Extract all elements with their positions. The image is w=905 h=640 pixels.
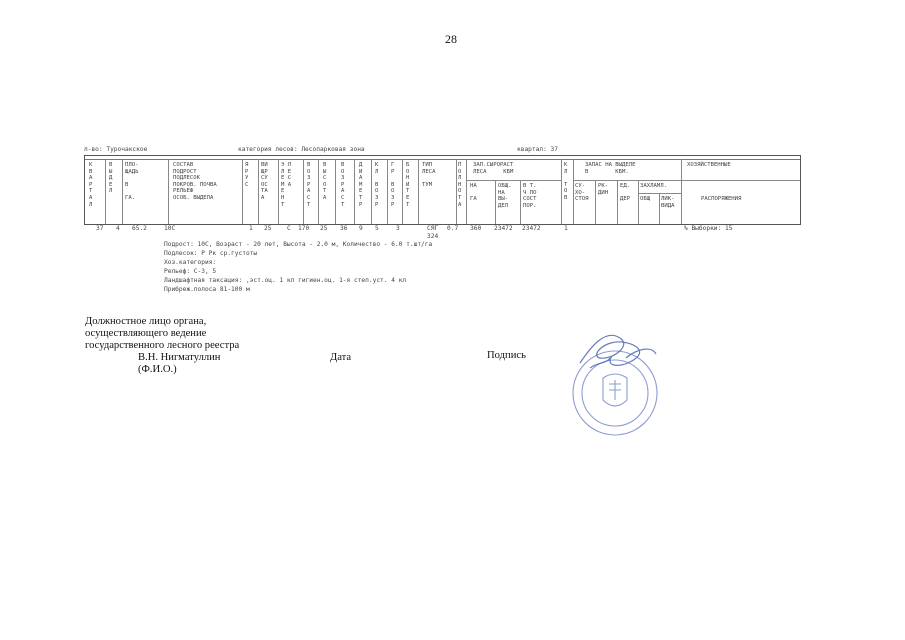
header-gr: Г Р В О З Р: [391, 162, 395, 208]
cell-zap-obsh: 23472: [494, 225, 513, 232]
header-age2: В О З Р А С Т: [341, 162, 345, 208]
header-hoz-bottom: РАСПОРЯЖЕНИЯ: [701, 196, 742, 202]
header-area: ПЛО- ЩАДЬ В ГА.: [125, 162, 139, 201]
detail-line: Ландшафтная таксация: ,эст.оц. 1 кл гигиен.оц. 1-я степ.уст. 4 кл: [164, 277, 407, 284]
header-kl: К Л В О З Р: [375, 162, 379, 208]
header-vydel: В Ы Д Е Л: [109, 162, 113, 195]
taxation-table-header: [84, 155, 801, 225]
header-zap-top: ЗАП.СЫРОРАСТ ЛЕСА КБМ: [473, 162, 514, 175]
cell-sostav: 10С: [164, 225, 176, 232]
detail-line: Подрост: 10С, Возраст - 20 лет, Высота - 2.0 м, Количество - 6.0 т.шт/га: [164, 241, 433, 248]
header-redin: РК- ДИН: [598, 183, 609, 196]
header-bonitet: Б О Н И Т Е Т: [406, 162, 410, 208]
cell-area: 65.2: [132, 225, 147, 232]
seal-stamp-icon: [560, 318, 670, 453]
cell-bonitet: 3: [396, 225, 400, 232]
header-yarus: Я Р У С: [245, 162, 249, 188]
detail-line: Прибреж.полоса 81-100 м: [164, 286, 250, 293]
header-polnota: П О Л Н О Т А: [458, 162, 462, 208]
header-kvartal: К В А Р Т А Л: [89, 162, 93, 208]
header-height-class: ВИ ЩР СУ ОС ТА А: [261, 162, 268, 201]
header-klt: К Л Т О В: [564, 162, 568, 201]
detail-line: Подлесок: Р Рк ср.густоты: [164, 250, 258, 257]
date-label: Дата: [330, 352, 352, 363]
cell-kvartal: 37: [96, 225, 104, 232]
header-vys: В Ы С О Т А: [323, 162, 327, 201]
cell-element: С: [287, 225, 291, 232]
cell-age: 170: [298, 225, 310, 232]
official-name: В.Н. Нигматуллин: [138, 352, 221, 363]
header-tip: ТИП ЛЕСА ТУМ: [422, 162, 436, 188]
official-line1: Должностное лицо органа,: [85, 316, 207, 327]
official-line3: государственного лесного реестра: [85, 340, 240, 351]
header-zahlaml-likv: ЛИК- ВИДА: [661, 196, 675, 209]
cell-klt: 1: [564, 225, 568, 232]
header-zap-ga: НА ГА: [470, 183, 477, 203]
cell-zap-sost: 23472: [522, 225, 541, 232]
page-number: 28: [445, 32, 457, 46]
header-zahlaml-obsh: ОБЩ: [640, 196, 651, 202]
cell-diam: 36: [340, 225, 348, 232]
cell-polnota: 0.7: [447, 225, 459, 232]
header-zap-obsh: ОБЩ. НА ВЫ- ДЕЛ: [498, 183, 512, 209]
sign-label: Подпись: [487, 350, 526, 361]
official-line2: осуществляющего ведение: [85, 328, 207, 339]
header-element: Э Л Л Е Е С М А Е Н Т: [281, 162, 292, 208]
header-suhostoy: СУ- ХО- СТОЯ: [575, 183, 589, 203]
header-diam: Д И А М Е Т Р: [359, 162, 363, 208]
cell-tip: СЯГ: [427, 225, 439, 232]
forestry-label: л-во: Турочакское: [84, 146, 148, 153]
header-zahlaml: ЗАХЛАМЛ.: [640, 183, 667, 189]
header-zapas-top: ЗАПАС НА ВЫДЕЛЕ В КБМ.: [585, 162, 636, 175]
header-sostav: СОСТАВ ПОДРОСТ ПОДЛЕСОК ПОКРОВ. ПОЧВА РЕЛЬЕФ ОСОБ. ВЫДЕЛА: [173, 162, 217, 201]
cell-vydel: 4: [116, 225, 120, 232]
header-ed-der: ЕД. ДЕР: [620, 183, 631, 203]
detail-line: Рельеф: С-3, 5: [164, 268, 217, 275]
cell-yarus: 1: [249, 225, 253, 232]
quarter-label: квартал: 37: [517, 146, 558, 153]
header-zap-sost: В Т. Ч ПО СОСТ ПОР.: [523, 183, 537, 209]
header-hoz-top: ХОЗЯЙСТВЕННЫЕ: [687, 162, 731, 168]
fio-label: (Ф.И.О.): [138, 364, 177, 375]
category-label: категория лесов: Лесопарковая зона: [238, 146, 365, 153]
detail-line: Хоз.категория:: [164, 259, 217, 266]
cell-gr: 5: [375, 225, 379, 232]
cell-vys: 25: [320, 225, 328, 232]
cell-height: 25: [264, 225, 272, 232]
cell-tip2: 324: [427, 233, 439, 240]
header-age: В О З Р А С Т: [307, 162, 311, 208]
cell-rasp: % Выборки: 15: [684, 225, 733, 232]
cell-kl: 9: [359, 225, 363, 232]
cell-zap-ga: 360: [470, 225, 482, 232]
